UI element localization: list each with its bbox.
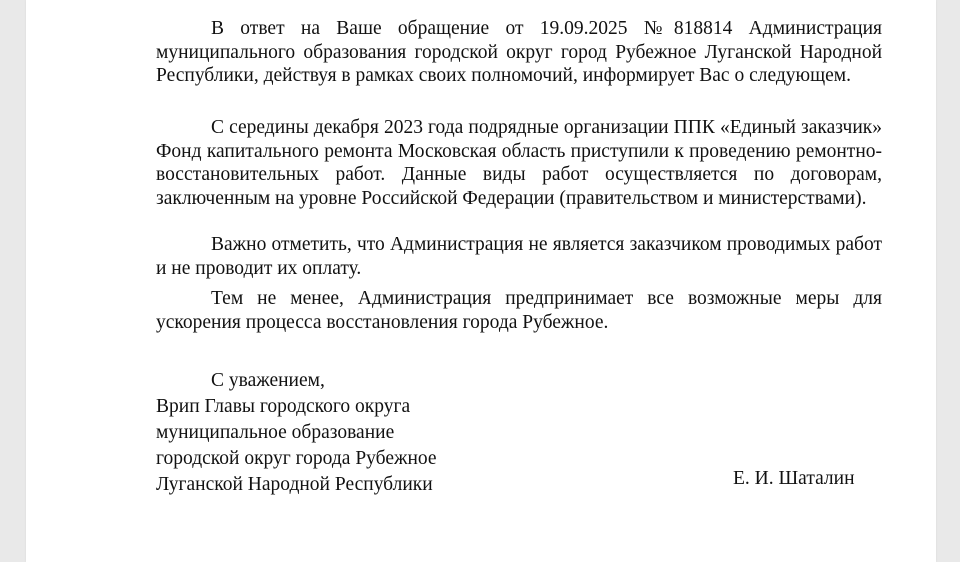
signer-position-line-2: муниципальное образование [156,422,395,443]
signer-position-line-4: Луганской Народной Республики [156,474,433,495]
paragraph-response-intro: В ответ на Ваше обращение от 19.09.2025 №818814 Администрация муниципального образования городской округ город Рубежное Луганской Народной Республики, действуя в рамках своих полномочий, информирует Вас о следующем. [156,18,882,86]
paragraph-not-customer: Важно отметить, что Администрация не является заказчиком проводимых работ и не проводит их оплату. [156,234,882,279]
paragraph-repair-works: С середины декабря 2023 года подрядные организации ППК «Единый заказчик» Фонд капитального ремонта Московская область приступили к проведению ремонтно-восстановительных работ. Данные виды работ осуществляется по договорам, заключенным на уровне Российской Федерации (правительством и министерствами). [156,117,882,209]
paragraph-measures: Тем не менее, Администрация предпринимает все возможные меры для ускорения процесса восстановления города Рубежное. [156,288,882,333]
signer-position-line-3: городской округ города Рубежное [156,448,437,469]
signer-position-line-1: Врип Главы городского округа [156,396,411,417]
signature-block [156,368,437,498]
letter-page [26,0,936,562]
closing-greeting: С уважением, [211,370,325,391]
signer-name: Е. И. Шаталин [733,468,855,489]
